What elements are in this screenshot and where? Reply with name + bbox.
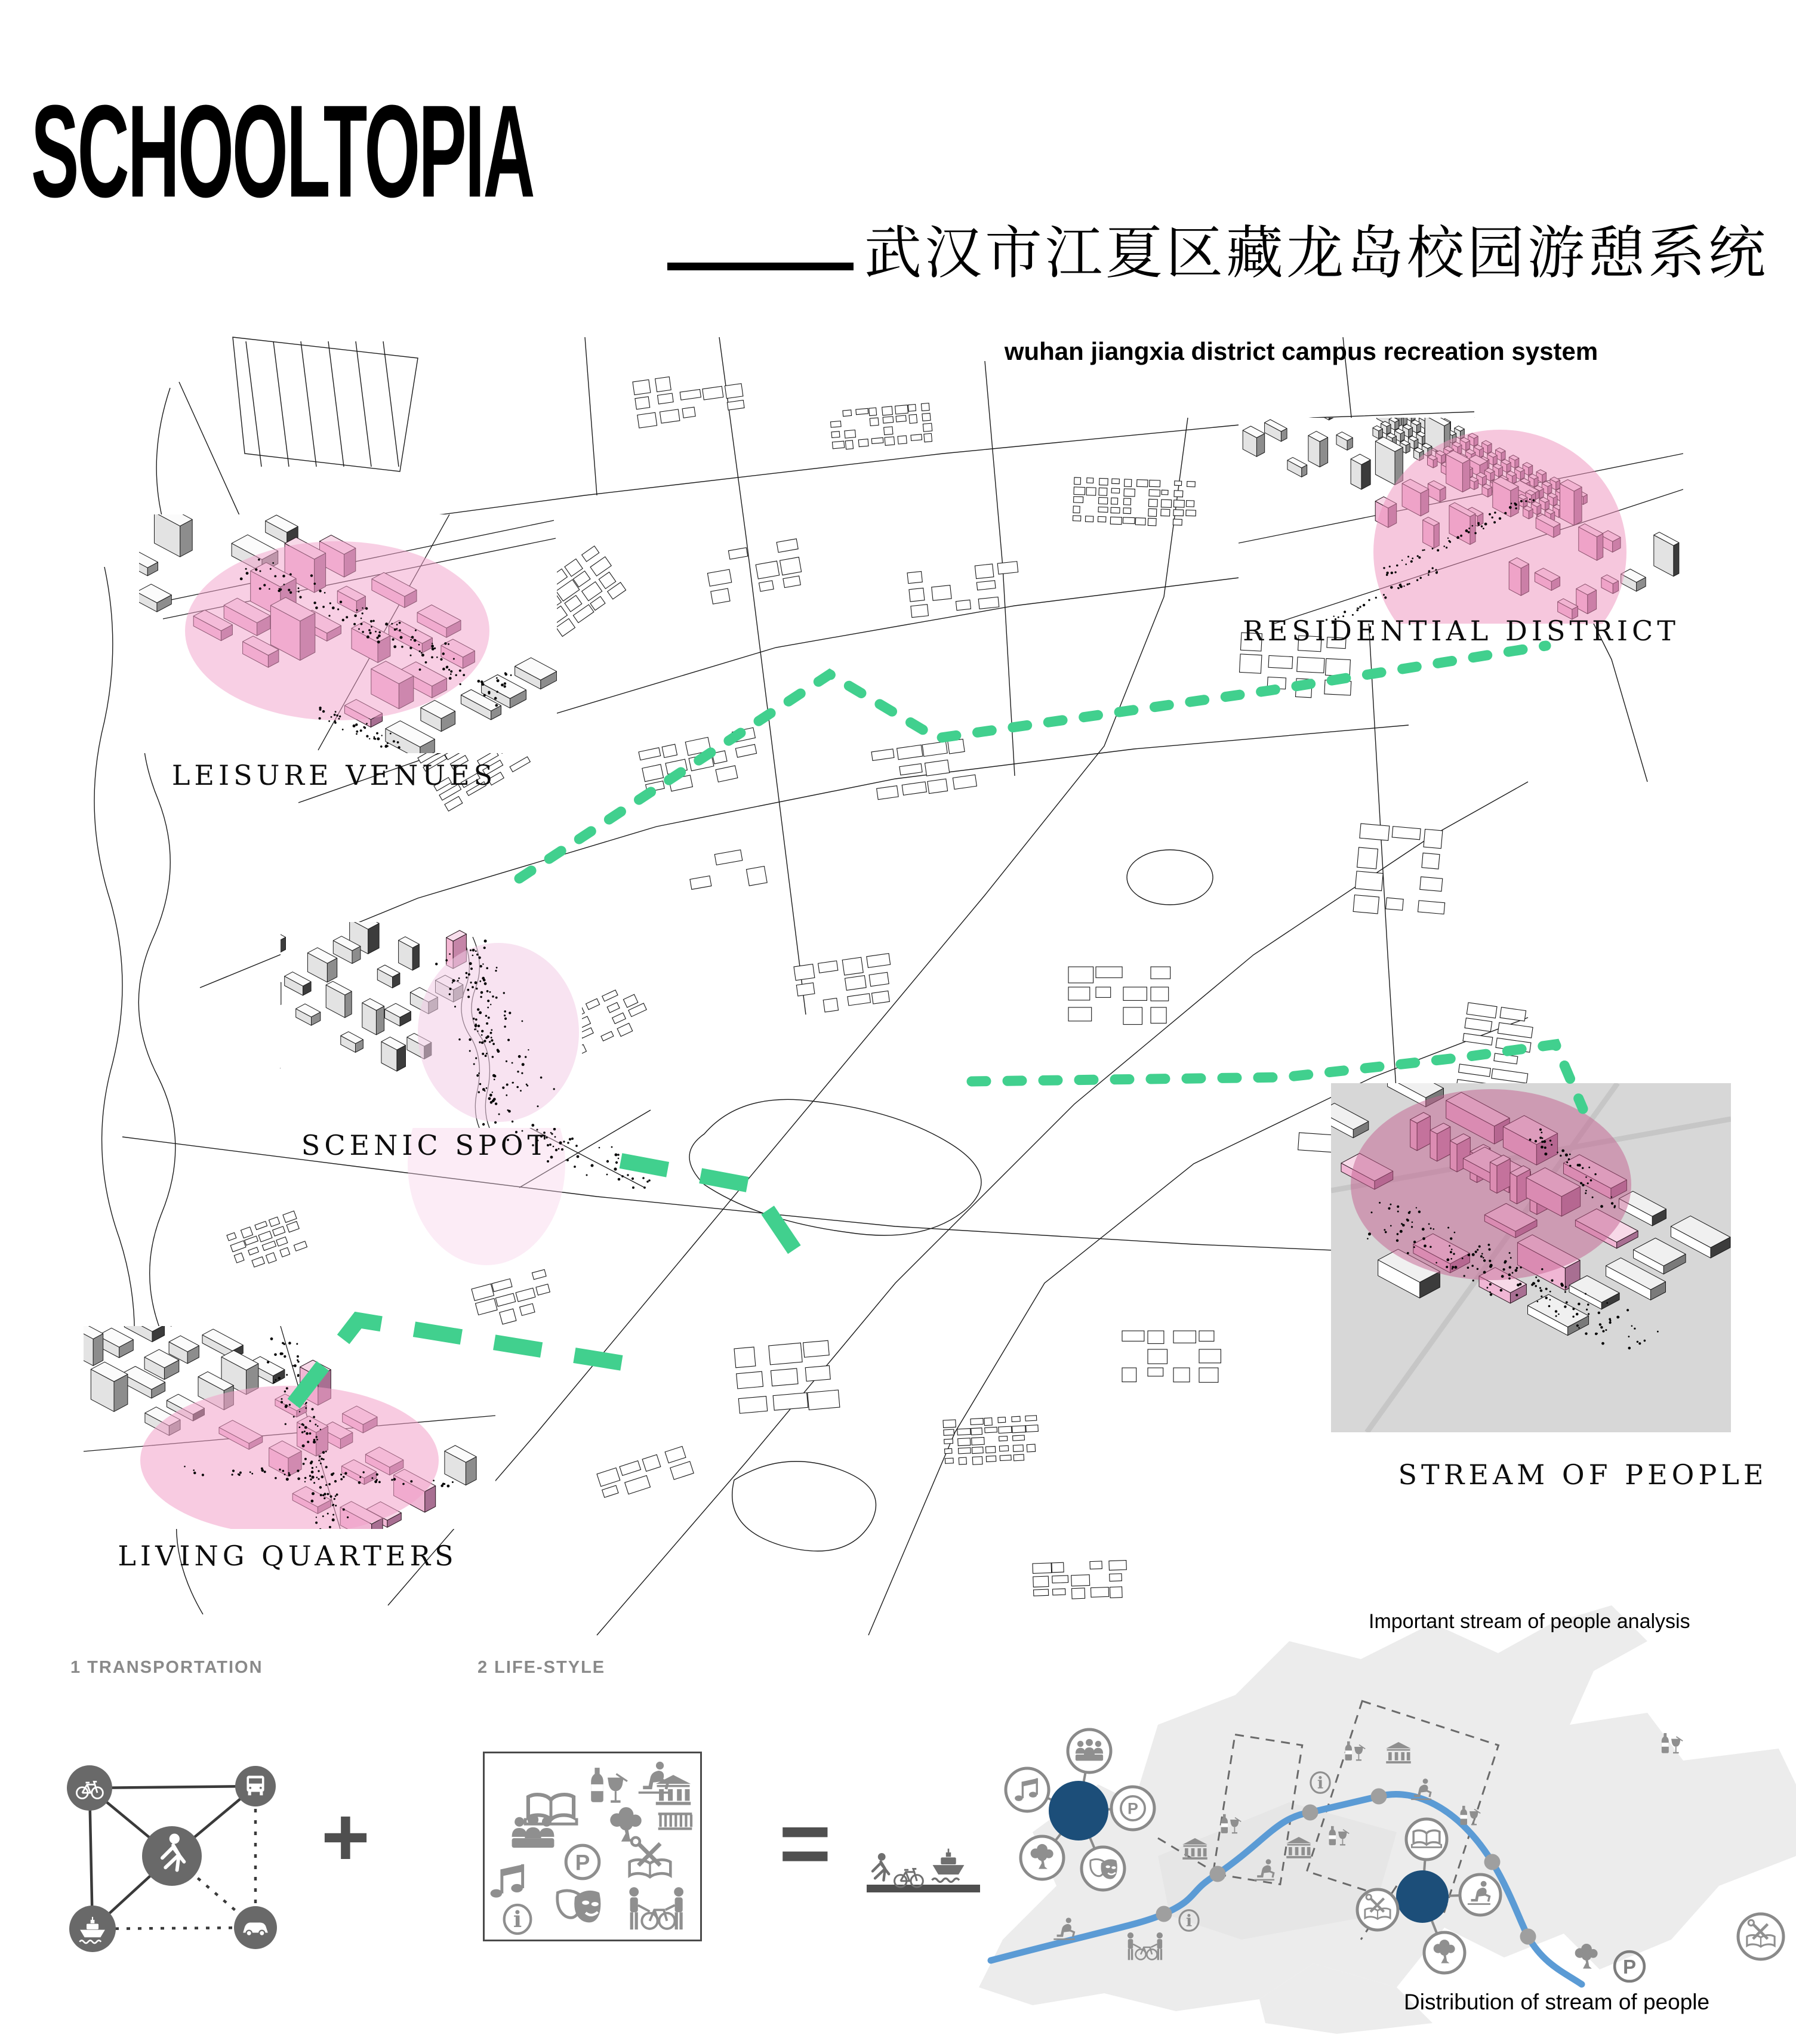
hub-satellite-tree <box>1424 1932 1465 1973</box>
pedestal-bar <box>867 1885 980 1892</box>
fence-icon <box>658 1812 692 1830</box>
transport-node-pedestrian <box>142 1826 202 1886</box>
route-node <box>1371 1789 1387 1805</box>
hub-satellite-workshop <box>1357 1889 1398 1930</box>
svg-text:i: i <box>513 1906 522 1932</box>
transport-node-bus <box>235 1766 276 1806</box>
inset-stream-of-people <box>1331 1083 1731 1432</box>
people-icon <box>1076 1739 1103 1761</box>
hub-satellite-parking <box>1111 1787 1154 1830</box>
bicycle-icon <box>895 1869 923 1887</box>
route-node <box>1302 1805 1318 1821</box>
stream-hub <box>1396 1870 1449 1923</box>
inset-residential-district <box>1239 418 1683 624</box>
route-node <box>1520 1929 1536 1945</box>
transport-node-ferry <box>69 1906 116 1952</box>
title-divider-line <box>667 263 854 270</box>
svg-text:P: P <box>1622 1956 1637 1978</box>
hub-satellite-people <box>1068 1729 1111 1772</box>
hub-satellite-music <box>1006 1768 1049 1811</box>
parking-circle-icon <box>1615 1951 1644 1981</box>
transport-node-bicycle <box>67 1765 112 1811</box>
sitting-icon <box>639 1762 669 1793</box>
heading-lifestyle: 2 LIFE-STYLE <box>478 1658 606 1677</box>
poster-title: SCHOOLTOPIA <box>31 78 534 226</box>
svg-text:i: i <box>1317 1773 1324 1793</box>
music-icon <box>491 1864 524 1898</box>
label-scenic-spot: SCENIC SPOT <box>301 1129 550 1161</box>
label-leisure-venues: LEISURE VENUES <box>171 759 497 791</box>
inset-leisure-venues <box>139 514 557 753</box>
lifestyle-icon-box <box>483 1752 702 1941</box>
workshop-icon <box>630 1838 671 1877</box>
pedestrian-icon <box>873 1853 889 1880</box>
transport-node-car <box>234 1906 277 1949</box>
transportation-network-diagram <box>36 1719 322 1993</box>
info-icon <box>504 1905 531 1934</box>
hub-satellite-workshop <box>1738 1914 1783 1959</box>
label-stream-of-people: STREAM OF PEOPLE <box>1398 1459 1768 1491</box>
svg-text:P: P <box>575 1849 590 1875</box>
route-node <box>1484 1854 1501 1870</box>
hub-satellite-tree <box>1021 1836 1064 1879</box>
inset-living-quarters <box>84 1326 495 1529</box>
hub-satellite-masks <box>1082 1847 1125 1890</box>
stream-analysis-map <box>979 1605 1796 2035</box>
ferry-icon <box>932 1849 965 1882</box>
route-node <box>1210 1866 1226 1882</box>
route-node <box>1156 1906 1172 1922</box>
caption-important-stream: Important stream of people analysis <box>1369 1610 1690 1633</box>
hub-satellite-sitting <box>1460 1875 1501 1915</box>
equals-operator: = <box>779 1793 831 1893</box>
people-icon <box>512 1814 554 1848</box>
stream-hub <box>1049 1781 1108 1840</box>
parking-icon <box>566 1845 599 1879</box>
plus-operator: + <box>321 1790 370 1883</box>
bikeshare-icon <box>629 1887 683 1929</box>
inset-scenic-spot <box>281 922 582 1128</box>
label-residential-district: RESIDENTIAL DISTRICT <box>1243 615 1680 647</box>
caption-distribution-stream: Distribution of stream of people <box>1404 1990 1710 2014</box>
masks-icon <box>557 1891 601 1922</box>
wine-icon <box>591 1768 627 1802</box>
transport-pedestal-group <box>862 1835 994 1895</box>
hub-satellite-book <box>1406 1819 1447 1860</box>
subtitle-chinese: 武汉市江夏区藏龙岛校园游憩系统 <box>864 220 1769 286</box>
heading-transportation: 1 TRANSPORTATION <box>70 1658 263 1677</box>
label-living-quarters: LIVING QUARTERS <box>118 1540 458 1572</box>
svg-text:i: i <box>1185 1911 1193 1931</box>
svg-text:P: P <box>1127 1799 1138 1818</box>
subtitle-english: wuhan jiangxia district campus recreation system <box>1004 337 1598 365</box>
